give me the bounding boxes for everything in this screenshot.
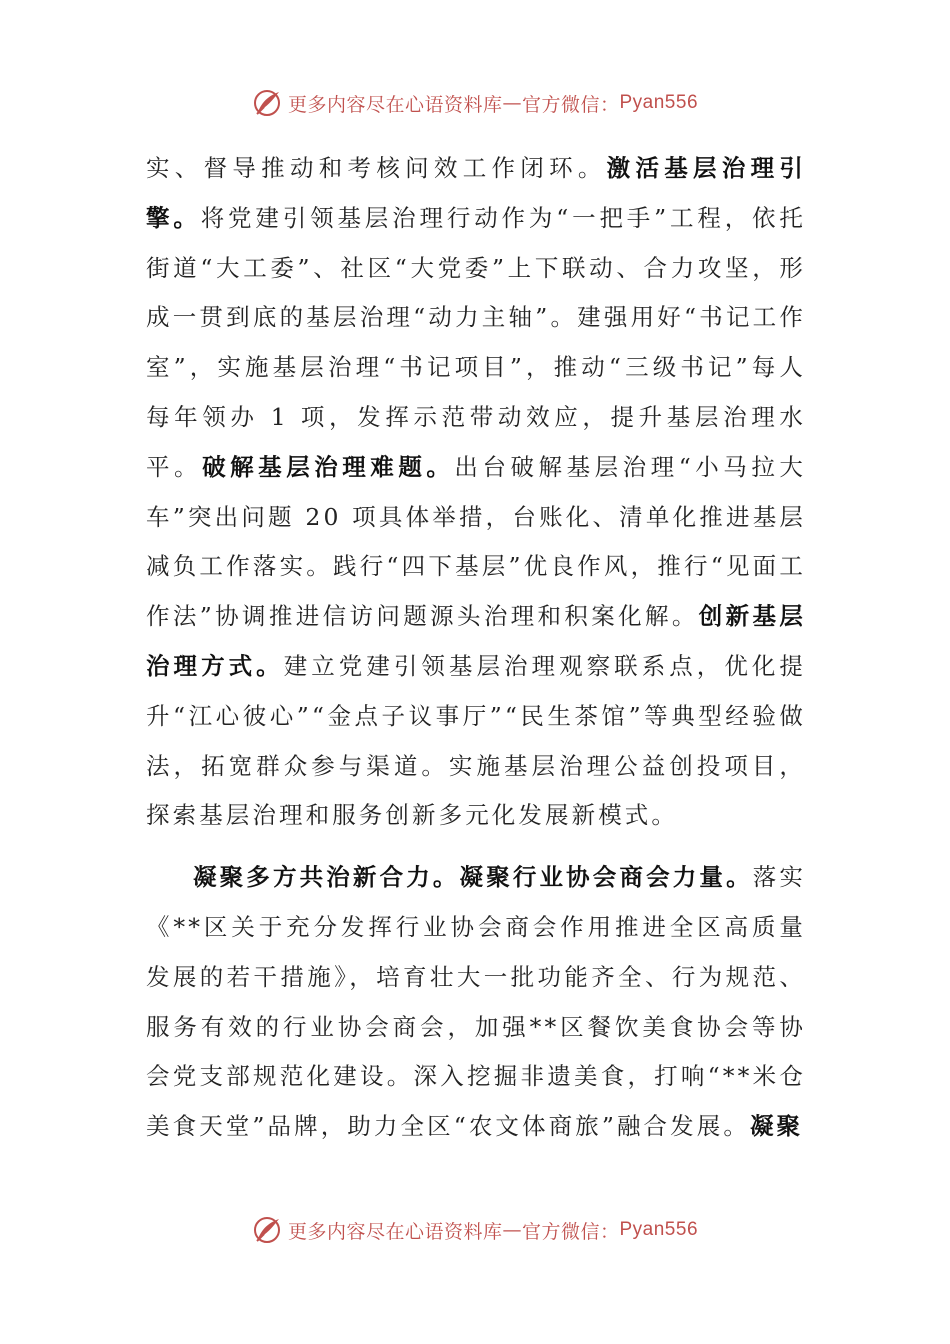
watermark-footer — [0, 1213, 950, 1247]
document-body — [146, 144, 806, 1152]
quill-logo-icon — [252, 1215, 282, 1245]
p1-heading-activate: 激活基层治理引擎。 — [146, 154, 806, 232]
watermark-wechat-id: Pyan556 — [619, 1219, 699, 1240]
watermark-official-label: 官方微信： — [521, 93, 620, 116]
p1-text-3: 出台破解基层治理“小马拉大车”突出问题 20 项具体举措，台账化、清单化推进基层减负工作落实。践行“四下基层”优良作风，推行“见面工作法”协调推进信访问题源头治理和积案化解。 — [146, 452, 806, 631]
p2-text-1: 落实《**区关于充分发挥行业协会商会作用推进全区高质量发展的若干措施》，培育壮大一批功能齐全、行为规范、服务有效的行业协会商会，加强**区餐饮美食协会等协会党支部规范化建设。深入挖掘非遗美食，打响“**米仓 美食天堂”品牌，助力全区“农文体商旅”融合发展。 — [146, 863, 806, 1141]
paragraph-2 — [146, 853, 806, 1152]
p2-heading-cooperate: 凝聚多方共治新合力。凝聚行业协会商会力量。 — [193, 863, 753, 892]
watermark-dash: — — [502, 1219, 522, 1241]
watermark-wechat-id: Pyan556 — [619, 92, 699, 113]
watermark-header — [0, 86, 950, 120]
watermark-official-label: 官方微信： — [521, 1220, 620, 1243]
p1-heading-solve: 破解基层治理难题。 — [202, 452, 455, 481]
watermark-main-text: 更多内容尽在心语资料库 — [287, 1220, 503, 1243]
paragraph-1 — [146, 144, 806, 841]
p1-heading-innovate: 创新基层治理方式。 — [146, 602, 806, 680]
p1-text-1: 实、督导推动和考核问效工作闭环。 — [146, 154, 607, 182]
watermark-main-text: 更多内容尽在心语资料库 — [287, 93, 503, 116]
p1-text-2: 将党建引领基层治理行动作为“一把手”工程，依托街道“大工委”、社区“大党委”上下联动、合力攻坚，形成一贯到底的基层治理“动力主轴”。建强用好“书记工作室”，实施基层治理“书记项目”，推动“三级书记”每人每年领办 1 项，发挥示范带动效应，提升基层治理水平。 — [146, 203, 807, 481]
p1-text-4: 建立党建引领基层治理观察联系点，优化提升“江心彼心”“金点子议事厅”“民生茶馆”等典型经验做法，拓宽群众参与渠道。实施基层治理公益创投项目，探索基层治理和服务创新多元化发展新模式。 — [146, 651, 807, 830]
watermark-dash: — — [502, 92, 522, 114]
p2-heading-continued: 凝聚 — [749, 1112, 804, 1141]
quill-logo-icon — [252, 88, 282, 118]
